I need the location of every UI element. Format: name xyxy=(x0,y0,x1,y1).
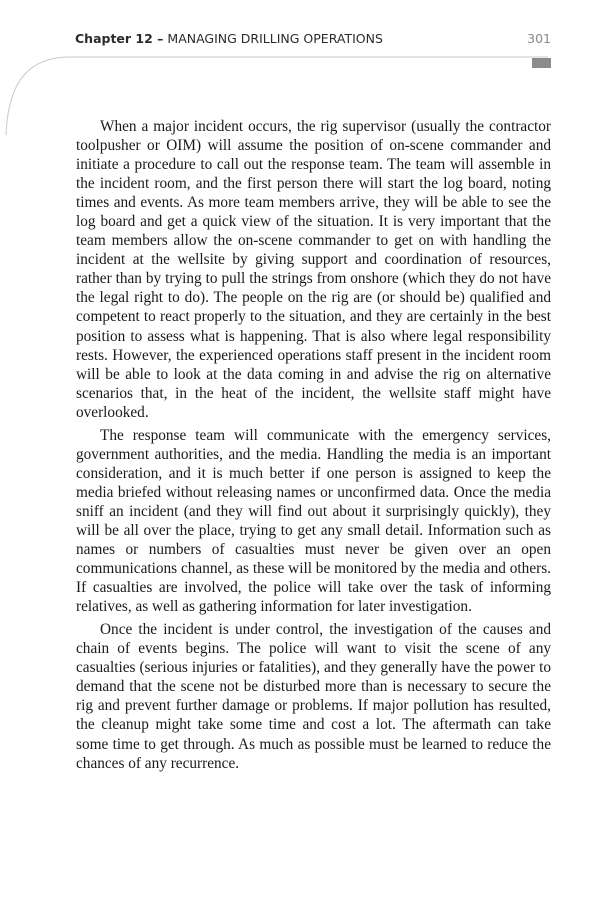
paragraph: When a major incident occurs, the rig supervisor (usually the contractor toolpusher or OIM) will assume the position of on-scene commander and initiate a procedure to call out the response team. The team will assemble in the incident room, and the first person there will start the log board, noting times and events. As more team members arrive, they will be able to see the log board and get a quick view of the situation. It is very important that the team members allow the on-scene commander to get on with handling the incident at the wellsite by giving support and coordination of resources, rather than by trying to pull the strings from onshore (which they do not have the legal right to do). The people on the rig are (or should be) qualified and competent to react properly to the situation, and they are certainly in the best position to assess what is happening. That is also where legal responsibility rests. However, the experienced operations staff present in the incident room will be able to look at the data coming in and advise the rig on alternative scenarios that, in the heat of the incident, the wellsite staff might have overlooked. xyxy=(76,118,551,421)
body-text xyxy=(76,117,551,777)
chapter-label: Chapter 12 – xyxy=(75,31,164,46)
page-number: 301 xyxy=(527,31,551,46)
paragraph: Once the incident is under control, the investigation of the causes and chain of events begins. The police will want to visit the scene of any casualties (serious injuries or fatalities), and they generally have the power to demand that the scene not be disturbed more than is necessary to secure the rig and prevent further damage or problems. If major pollution has resulted, the cleanup might take some time and cost a lot. The aftermath can take some time to get through. As much as possible must be learned to reduce the chances of any recurrence. xyxy=(76,621,551,772)
paragraph: The response team will communicate with the emergency services, government authorities, and the media. Handling the media is an important consideration, and it is much better if one person is assigned to keep the media briefed without releasing names or unconfirmed data. Once the media sniff an incident (and they will find out about it surprisingly quickly), they will be all over the place, trying to get any small detail. Information such as names or numbers of casualties must never be given over an open communications channel, as these will be monitored by the media and others. If casualties are involved, the police will take over the task of informing relatives, as well as gathering information for later investigation. xyxy=(76,426,551,616)
chapter-title: MANAGING DRILLING OPERATIONS xyxy=(167,31,383,46)
page-marker xyxy=(532,58,551,68)
running-head xyxy=(75,30,551,50)
chapter-heading xyxy=(75,31,383,46)
